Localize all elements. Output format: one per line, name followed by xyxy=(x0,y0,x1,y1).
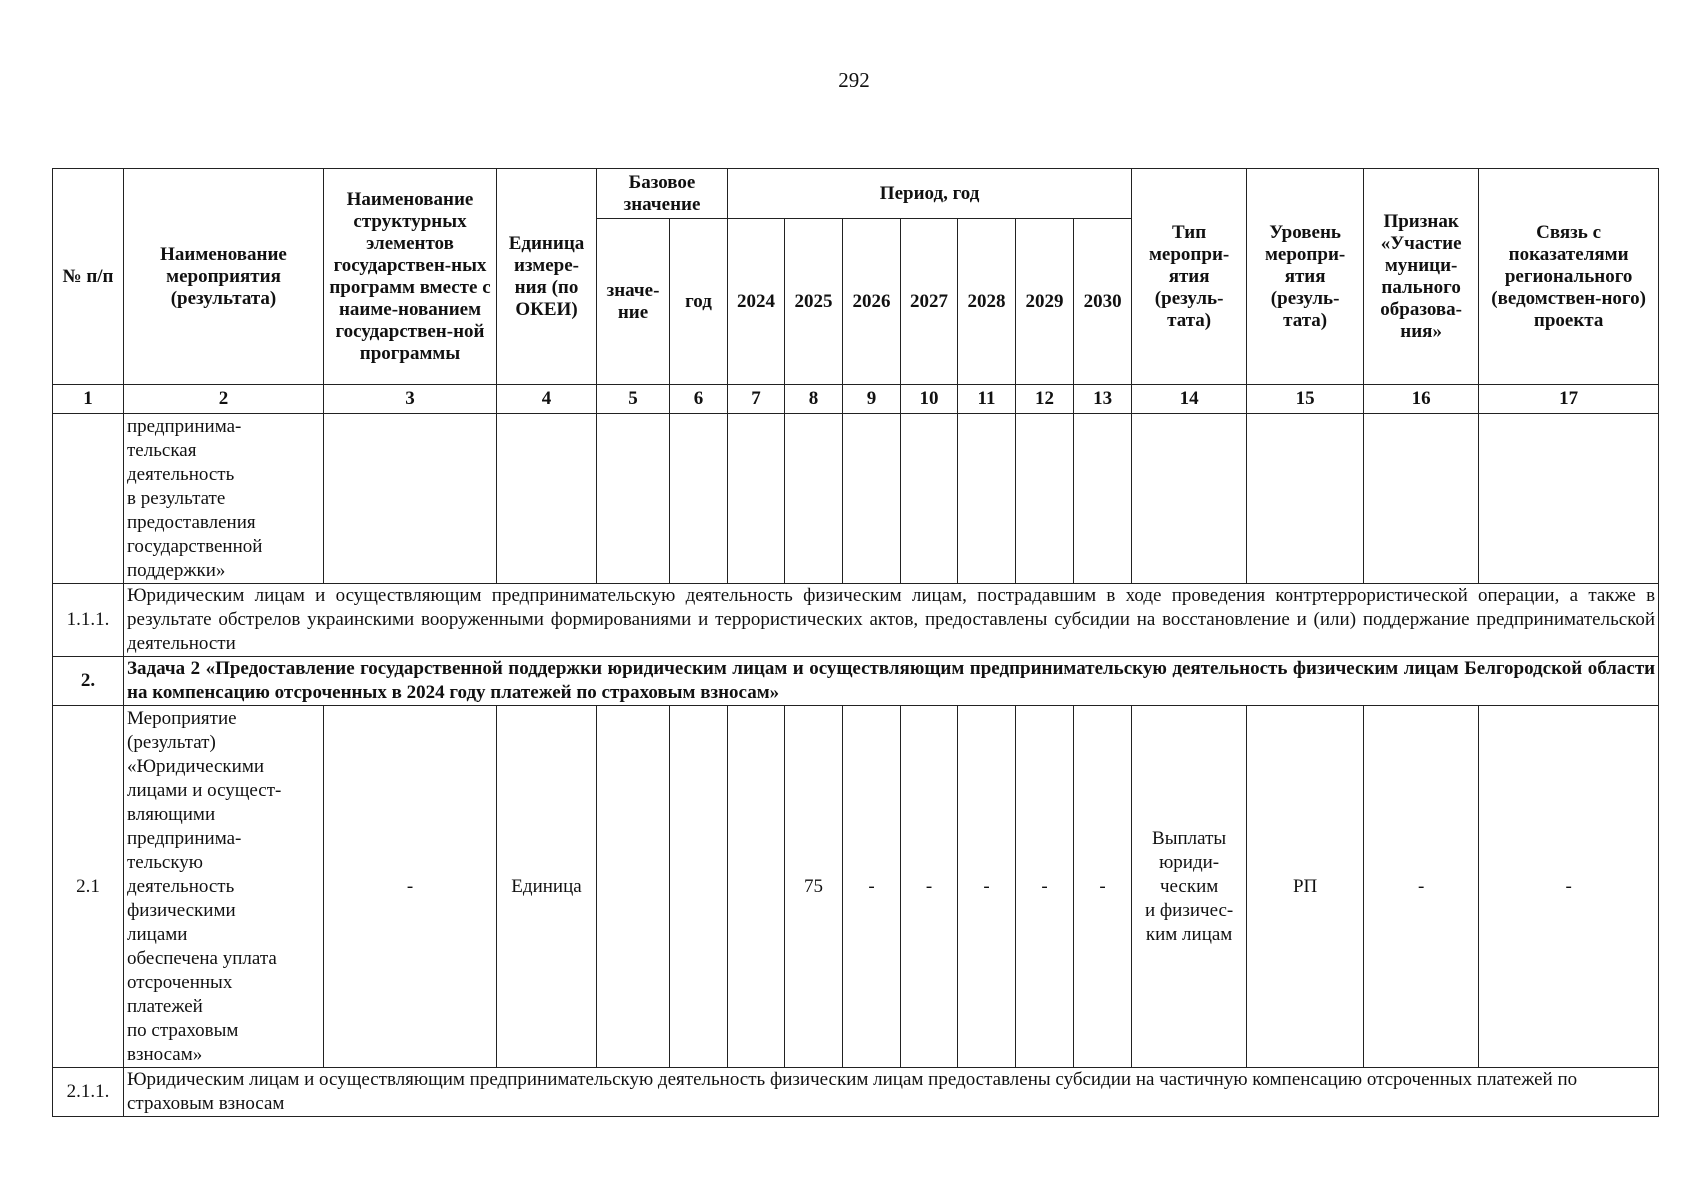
column-number: 10 xyxy=(901,385,958,414)
base-value xyxy=(597,706,670,1068)
column-number: 5 xyxy=(597,385,670,414)
column-number: 3 xyxy=(324,385,497,414)
type-value: Выплаты юриди- ческим и физичес- ким лицам xyxy=(1132,706,1247,1068)
continuation-text: предпринима- тельская деятельность в результате предоставления государственной поддержки» xyxy=(124,414,324,584)
value-2028: - xyxy=(958,706,1016,1068)
value-2027: - xyxy=(901,706,958,1068)
header-row-1 xyxy=(53,169,1659,219)
header-base: Базовое значение xyxy=(597,169,728,219)
table-row-task-2 xyxy=(53,657,1659,706)
table-row-2-1 xyxy=(53,706,1659,1068)
link-value: - xyxy=(1479,706,1659,1068)
header-num: № п/п xyxy=(53,169,124,385)
header-year-2029: 2029 xyxy=(1016,219,1074,385)
header-period: Период, год xyxy=(728,169,1132,219)
level-value: РП xyxy=(1247,706,1364,1068)
value-2024 xyxy=(728,706,785,1068)
column-number: 8 xyxy=(785,385,843,414)
header-type: Тип меропри-ятия (резуль-тата) xyxy=(1132,169,1247,385)
header-struct: Наименование структурных элементов государствен-ных программ вместе с наиме-нованием государствен-ной программы xyxy=(324,169,497,385)
header-unit: Единица измере-ния (по ОКЕИ) xyxy=(497,169,597,385)
column-number: 2 xyxy=(124,385,324,414)
value-2030: - xyxy=(1074,706,1132,1068)
header-sign: Признак «Участие муници-пального образова-ния» xyxy=(1364,169,1479,385)
row-number: 2.1 xyxy=(53,706,124,1068)
header-year-2025: 2025 xyxy=(785,219,843,385)
header-level: Уровень меропри-ятия (резуль-тата) xyxy=(1247,169,1364,385)
column-number: 14 xyxy=(1132,385,1247,414)
header-year-2027: 2027 xyxy=(901,219,958,385)
column-number: 6 xyxy=(670,385,728,414)
table-row-1-1-1 xyxy=(53,584,1659,657)
header-year-2028: 2028 xyxy=(958,219,1016,385)
value-2025: 75 xyxy=(785,706,843,1068)
value-2026: - xyxy=(843,706,901,1068)
unit-value: Единица xyxy=(497,706,597,1068)
header-year-2030: 2030 xyxy=(1074,219,1132,385)
row-number: 1.1.1. xyxy=(53,584,124,657)
column-number: 1 xyxy=(53,385,124,414)
column-number: 15 xyxy=(1247,385,1364,414)
column-number: 16 xyxy=(1364,385,1479,414)
column-number: 12 xyxy=(1016,385,1074,414)
header-link: Связь с показателями регионального (ведомствен-ного) проекта xyxy=(1479,169,1659,385)
row-number: 2. xyxy=(53,657,124,706)
header-year-2024: 2024 xyxy=(728,219,785,385)
table-row-2-1-1 xyxy=(53,1068,1659,1117)
header-name: Наименование мероприятия (результата) xyxy=(124,169,324,385)
page-number: 292 xyxy=(838,68,870,92)
header-year-2026: 2026 xyxy=(843,219,901,385)
column-numbers-row xyxy=(53,385,1659,414)
task-text: Задача 2 «Предоставление государственной поддержки юридическим лицам и осуществляющим предпринимательскую деятельность физическим лицам Белгородской области на компенсацию отсроченных в 2024 году платежей по страховым взносам» xyxy=(124,657,1659,706)
row-text: Юридическим лицам и осуществляющим предпринимательскую деятельность физическим лицам, пострадавшим в ходе проведения контртеррористической операции, а также в результате обстрелов украинскими вооруженными формированиями и террористических актов, предоставлены субсидии на восстановление и (или) поддержание предпринимательской деятельности xyxy=(124,584,1659,657)
base-year xyxy=(670,706,728,1068)
value-2029: - xyxy=(1016,706,1074,1068)
measures-table xyxy=(52,168,1659,1117)
column-number: 17 xyxy=(1479,385,1659,414)
row-number: 2.1.1. xyxy=(53,1068,124,1117)
header-base-year: год xyxy=(670,219,728,385)
column-number: 9 xyxy=(843,385,901,414)
column-number: 7 xyxy=(728,385,785,414)
row-text: Юридическим лицам и осуществляющим предпринимательскую деятельность физическим лицам предоставлены субсидии на частичную компенсацию отсроченных платежей по страховым взносам xyxy=(124,1068,1659,1117)
struct-value: - xyxy=(324,706,497,1068)
measure-name: Мероприятие (результат) «Юридическими лицами и осущест- вляющими предпринима- тельскую деятельность физическими лицами обеспечена уплата отсроченных платежей по страховым взносам» xyxy=(124,706,324,1068)
column-number: 13 xyxy=(1074,385,1132,414)
column-number: 4 xyxy=(497,385,597,414)
table-row-continuation xyxy=(53,414,1659,584)
column-number: 11 xyxy=(958,385,1016,414)
header-base-value: значе-ние xyxy=(597,219,670,385)
sign-value: - xyxy=(1364,706,1479,1068)
